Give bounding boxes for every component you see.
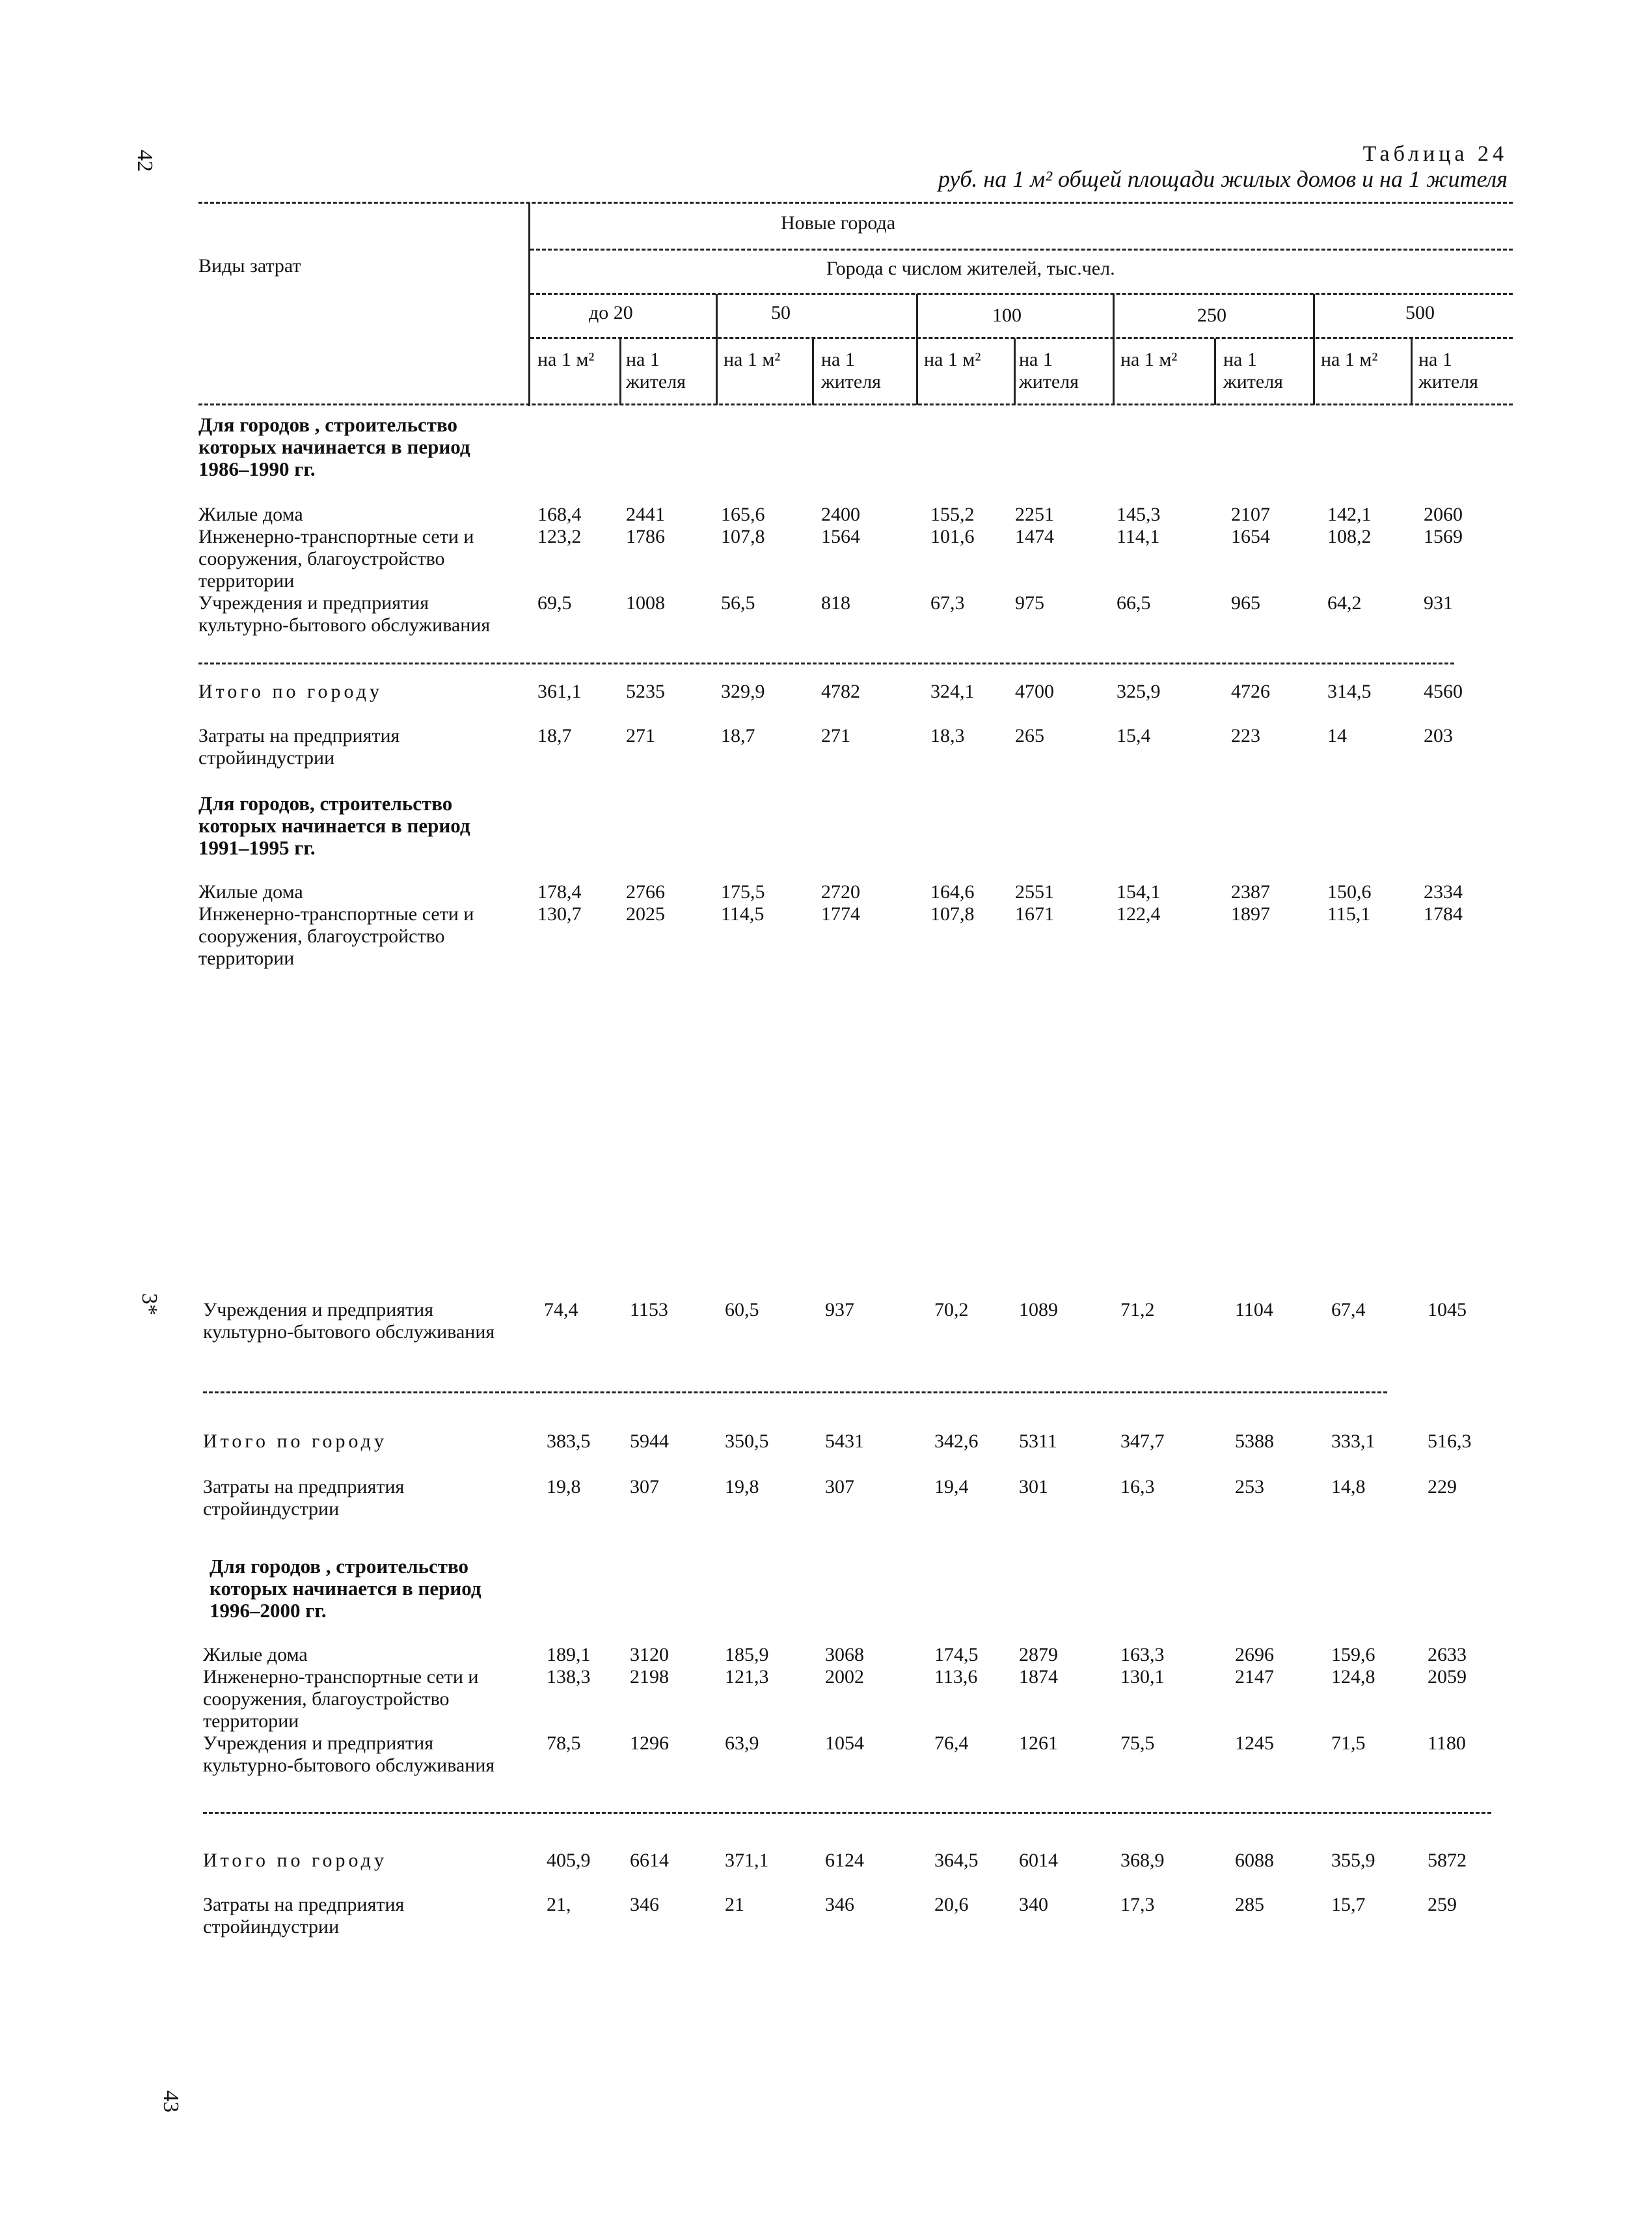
cell: 19,4	[934, 1476, 969, 1497]
section-title-1996: Для городов , строительство которых начинается в период 1996–2000 гг.	[210, 1555, 481, 1622]
cell: 2387	[1231, 881, 1270, 903]
cell: 1104	[1235, 1299, 1273, 1320]
table-row	[0, 881, 1652, 903]
cell: 340	[1019, 1894, 1048, 1915]
cell: 2060	[1424, 504, 1463, 525]
cell: 329,9	[721, 681, 765, 702]
cell: 18,3	[930, 725, 965, 746]
row-label: Инженерно-транспортные сети и сооружения, благоустройство территории	[203, 1666, 479, 1732]
cell: 64,2	[1327, 592, 1362, 614]
sub-sep-5	[1014, 338, 1016, 405]
cell: 175,5	[721, 881, 765, 903]
cell: 371,1	[725, 1850, 769, 1871]
cell: 314,5	[1327, 681, 1372, 702]
header-subgroup-rule	[530, 293, 1513, 295]
row-label: Жилые дома	[198, 504, 303, 525]
cell: 164,6	[930, 881, 975, 903]
table-row	[0, 592, 1652, 614]
cell: 2879	[1019, 1644, 1058, 1665]
cell: 2198	[630, 1666, 669, 1688]
cell: 63,9	[725, 1732, 759, 1754]
table-row	[0, 504, 1652, 526]
cell: 145,3	[1117, 504, 1161, 525]
cell: 1153	[630, 1299, 668, 1320]
cell: 101,6	[930, 526, 975, 547]
cell: 301	[1019, 1476, 1048, 1497]
cell: 18,7	[537, 725, 572, 746]
row-label: Учреждения и предприятия культурно-бытового обслуживания	[198, 592, 491, 636]
cell: 56,5	[721, 592, 755, 614]
size-sep-2	[916, 294, 918, 340]
industry-row	[0, 725, 1652, 747]
total-row	[0, 1850, 1652, 1872]
cell: 74,4	[544, 1299, 578, 1320]
subgroup-header: Города с числом жителей, тыс.чел.	[826, 258, 1115, 279]
header-bottom-rule	[198, 403, 1513, 405]
cell: 107,8	[930, 903, 975, 925]
cell: 124,8	[1331, 1666, 1375, 1688]
sub-header-m2-2: на 1 м²	[724, 349, 781, 370]
cell: 229	[1428, 1476, 1457, 1497]
cell: 14,8	[1331, 1476, 1366, 1497]
size-sep-3	[1113, 294, 1115, 340]
total-label: Итого по городу	[203, 1430, 387, 1452]
cell: 1897	[1231, 903, 1270, 925]
cell: 18,7	[721, 725, 755, 746]
table-title: Таблица 24	[1362, 142, 1508, 166]
cell: 4782	[821, 681, 860, 702]
cell: 1008	[626, 592, 665, 614]
cell: 1180	[1428, 1732, 1466, 1754]
total-row	[0, 681, 1652, 703]
row-label-header: Виды затрат	[198, 255, 301, 277]
sub-header-m2-3: на 1 м²	[924, 349, 981, 370]
subtotal-rule	[198, 663, 1454, 664]
sub-header-m2-5: на 1 м²	[1321, 349, 1378, 370]
cell: 383,5	[547, 1430, 591, 1452]
cell: 114,5	[721, 903, 765, 925]
cell: 1474	[1015, 526, 1054, 547]
cell: 2002	[825, 1666, 864, 1688]
cell: 265	[1015, 725, 1044, 746]
cell: 75,5	[1120, 1732, 1155, 1754]
table-row	[0, 1299, 1652, 1321]
cell: 115,1	[1327, 903, 1371, 925]
cell: 14	[1327, 725, 1347, 746]
size-header-5: 500	[1405, 302, 1435, 323]
cell: 2107	[1231, 504, 1270, 525]
cell: 121,3	[725, 1666, 769, 1688]
cell: 17,3	[1120, 1894, 1155, 1915]
table-row	[0, 1644, 1652, 1666]
sub-sep-8	[1313, 338, 1315, 405]
cell: 107,8	[721, 526, 765, 547]
cell: 2059	[1428, 1666, 1467, 1688]
total-label: Итого по городу	[203, 1850, 387, 1871]
header-sizes-rule	[530, 337, 1513, 339]
cell: 5311	[1019, 1430, 1057, 1452]
size-sep-1	[716, 294, 718, 340]
cell: 516,3	[1428, 1430, 1472, 1452]
cell: 6614	[630, 1850, 669, 1871]
total-label: Итого по городу	[198, 681, 383, 702]
cell: 60,5	[725, 1299, 759, 1320]
cell: 155,2	[930, 504, 975, 525]
cell: 159,6	[1331, 1644, 1375, 1665]
cell: 364,5	[934, 1850, 979, 1871]
cell: 253	[1235, 1476, 1264, 1497]
cell: 2025	[626, 903, 665, 925]
cell: 2441	[626, 504, 665, 525]
cell: 21	[725, 1894, 744, 1915]
cell: 66,5	[1117, 592, 1151, 614]
row-label: Жилые дома	[198, 881, 303, 903]
size-header-3: 100	[992, 305, 1022, 326]
cell: 2696	[1235, 1644, 1274, 1665]
cell: 1054	[825, 1732, 864, 1754]
cell: 325,9	[1117, 681, 1161, 702]
table-row	[0, 1732, 1652, 1755]
cell: 1245	[1235, 1732, 1274, 1754]
subtotal-rule	[203, 1812, 1491, 1814]
cell: 78,5	[547, 1732, 581, 1754]
industry-label: Затраты на предприятия стройиндустрии	[198, 725, 400, 769]
cell: 189,1	[547, 1644, 591, 1665]
sub-sep-6	[1113, 338, 1115, 405]
cell: 355,9	[1331, 1850, 1375, 1871]
cell: 165,6	[721, 504, 765, 525]
sub-header-m2-1: на 1 м²	[537, 349, 595, 370]
header-left-rule	[528, 203, 530, 406]
cell: 4700	[1015, 681, 1054, 702]
cell: 123,2	[537, 526, 582, 547]
subtotal-rule	[203, 1391, 1387, 1393]
cell: 130,1	[1120, 1666, 1165, 1688]
cell: 2633	[1428, 1644, 1467, 1665]
cell: 937	[825, 1299, 854, 1320]
cell: 3120	[630, 1644, 669, 1665]
size-header-4: 250	[1197, 305, 1226, 326]
cell: 19,8	[547, 1476, 581, 1497]
cell: 1654	[1231, 526, 1270, 547]
row-label: Инженерно-транспортные сети и сооружения, благоустройство территории	[198, 526, 474, 592]
cell: 150,6	[1327, 881, 1372, 903]
cell: 203	[1424, 725, 1453, 746]
cell: 2766	[626, 881, 665, 903]
table-row	[0, 903, 1652, 925]
size-sep-4	[1313, 294, 1315, 340]
cell: 76,4	[934, 1732, 969, 1754]
cell: 2147	[1235, 1666, 1274, 1688]
cell: 361,1	[537, 681, 582, 702]
cell: 1089	[1019, 1299, 1058, 1320]
table-row	[0, 526, 1652, 548]
industry-row	[0, 1894, 1652, 1916]
cell: 931	[1424, 592, 1453, 614]
sub-header-resident-4: на 1 жителя	[1223, 349, 1283, 392]
industry-label: Затраты на предприятия стройиндустрии	[203, 1894, 405, 1937]
cell: 1569	[1424, 526, 1463, 547]
sub-sep-7	[1214, 338, 1216, 405]
cell: 6088	[1235, 1850, 1274, 1871]
cell: 5388	[1235, 1430, 1274, 1452]
sub-header-resident-2: на 1 жителя	[821, 349, 881, 392]
cell: 333,1	[1331, 1430, 1375, 1452]
cell: 1774	[821, 903, 860, 925]
cell: 1874	[1019, 1666, 1058, 1688]
cell: 405,9	[547, 1850, 591, 1871]
cell: 342,6	[934, 1430, 979, 1452]
section-title-1986: Для городов , строительство которых начинается в период 1986–1990 гг.	[198, 413, 470, 480]
cell: 975	[1015, 592, 1044, 614]
cell: 108,2	[1327, 526, 1372, 547]
cell: 271	[626, 725, 655, 746]
cell: 21,	[547, 1894, 571, 1915]
cell: 67,3	[930, 592, 965, 614]
cell: 324,1	[930, 681, 975, 702]
cell: 142,1	[1327, 504, 1372, 525]
cell: 130,7	[537, 903, 582, 925]
cell: 19,8	[725, 1476, 759, 1497]
sub-sep-9	[1411, 338, 1413, 405]
cell: 1261	[1019, 1732, 1058, 1754]
cell: 113,6	[934, 1666, 978, 1688]
cell: 4726	[1231, 681, 1270, 702]
size-header-2: 50	[771, 302, 791, 323]
cell: 70,2	[934, 1299, 969, 1320]
page-number-top: 42	[133, 150, 157, 172]
cell: 1784	[1424, 903, 1463, 925]
cell: 16,3	[1120, 1476, 1155, 1497]
sub-sep-2	[716, 338, 718, 405]
cell: 1564	[821, 526, 860, 547]
cell: 346	[825, 1894, 854, 1915]
sub-header-resident-5: на 1 жителя	[1418, 349, 1478, 392]
page-number-bottom: 43	[159, 2090, 183, 2113]
cell: 5431	[825, 1430, 864, 1452]
cell: 3068	[825, 1644, 864, 1665]
cell: 5944	[630, 1430, 669, 1452]
cell: 163,3	[1120, 1644, 1165, 1665]
row-label: Инженерно-транспортные сети и сооружения, благоустройство территории	[198, 903, 474, 969]
section-title-1991: Для городов, строительство которых начинается в период 1991–1995 гг.	[198, 792, 470, 859]
cell: 2251	[1015, 504, 1054, 525]
cell: 347,7	[1120, 1430, 1165, 1452]
cell: 1045	[1428, 1299, 1467, 1320]
cell: 368,9	[1120, 1850, 1165, 1871]
cell: 174,5	[934, 1644, 979, 1665]
sub-sep-1	[619, 338, 621, 405]
cell: 307	[630, 1476, 659, 1497]
cell: 6124	[825, 1850, 864, 1871]
cell: 223	[1231, 725, 1260, 746]
table-row	[0, 1666, 1652, 1688]
units-caption: руб. на 1 м² общей площади жилых домов и на 1 жителя	[938, 166, 1508, 192]
cell: 346	[630, 1894, 659, 1915]
cell: 185,9	[725, 1644, 769, 1665]
cell: 15,7	[1331, 1894, 1366, 1915]
sub-header-m2-4: на 1 м²	[1120, 349, 1178, 370]
header-group-rule	[530, 249, 1513, 251]
cell: 15,4	[1117, 725, 1151, 746]
cell: 307	[825, 1476, 854, 1497]
cell: 6014	[1019, 1850, 1058, 1871]
cell: 285	[1235, 1894, 1264, 1915]
sub-header-resident-3: на 1 жителя	[1019, 349, 1079, 392]
row-label: Жилые дома	[203, 1644, 308, 1665]
group-header: Новые города	[781, 212, 896, 234]
cell: 1786	[626, 526, 665, 547]
cell: 114,1	[1117, 526, 1160, 547]
cell: 168,4	[537, 504, 582, 525]
sub-header-resident-1: на 1 жителя	[626, 349, 686, 392]
industry-row	[0, 1476, 1652, 1498]
cell: 965	[1231, 592, 1260, 614]
page-number-middle: 3*	[137, 1293, 161, 1315]
cell: 122,4	[1117, 903, 1161, 925]
cell: 2551	[1015, 881, 1054, 903]
industry-label: Затраты на предприятия стройиндустрии	[203, 1476, 405, 1520]
cell: 4560	[1424, 681, 1463, 702]
cell: 818	[821, 592, 850, 614]
cell: 350,5	[725, 1430, 769, 1452]
size-header-1: до 20	[589, 302, 633, 323]
cell: 67,4	[1331, 1299, 1366, 1320]
cell: 2334	[1424, 881, 1463, 903]
cell: 71,5	[1331, 1732, 1366, 1754]
cell: 271	[821, 725, 850, 746]
row-label: Учреждения и предприятия культурно-бытового обслуживания	[203, 1732, 495, 1776]
sub-sep-4	[916, 338, 918, 405]
cell: 138,3	[547, 1666, 591, 1688]
sub-sep-3	[812, 338, 814, 405]
cell: 1671	[1015, 903, 1054, 925]
cell: 69,5	[537, 592, 572, 614]
cell: 154,1	[1117, 881, 1161, 903]
header-top-rule	[198, 202, 1513, 204]
total-row	[0, 1430, 1652, 1453]
cell: 5872	[1428, 1850, 1467, 1871]
cell: 259	[1428, 1894, 1457, 1915]
cell: 178,4	[537, 881, 582, 903]
row-label: Учреждения и предприятия культурно-бытового обслуживания	[203, 1299, 495, 1343]
cell: 1296	[630, 1732, 669, 1754]
cell: 20,6	[934, 1894, 969, 1915]
cell: 2720	[821, 881, 860, 903]
cell: 5235	[626, 681, 665, 702]
cell: 71,2	[1120, 1299, 1155, 1320]
cell: 2400	[821, 504, 860, 525]
